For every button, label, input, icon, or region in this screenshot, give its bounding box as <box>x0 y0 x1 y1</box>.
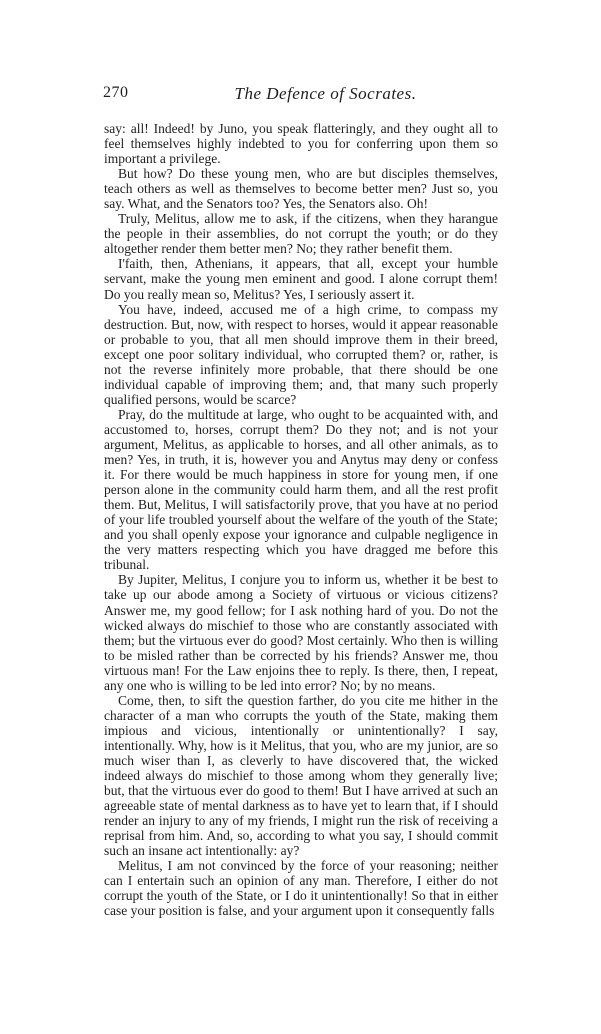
paragraph: Melitus, I am not convinced by the force of your reasoning; neither can I entertain such an opinion of any man. Therefore, I either do not corrupt the youth of the State, or I do it unintentionally! So that in either case your position is false, and your argument upon it consequently falls <box>104 858 498 919</box>
paragraph: But how? Do these young men, who are but disciples themselves, teach others as well as themselves to become better men? Just so, you say. What, and the Senators too? Yes, the Senators also. Oh! <box>104 166 498 212</box>
paragraph: By Jupiter, Melitus, I conjure you to inform us, whether it be best to take up our abode among a Society of virtuous or vicious citizens? Answer me, my good fellow; for I ask nothing hard of you. Do not the wicked always do mischief to those who are constantly associated with them; but the virtuous ever do good? Most certainly. Who then is willing to be misled rather than be corrected by his friends? Answer me, thou virtuous man! For the Law enjoins thee to reply. Is there, then, I repeat, any one who is willing to be led into error? No; by no means. <box>104 572 498 693</box>
running-title: The Defence of Socrates. <box>234 84 417 103</box>
paragraph: Come, then, to sift the question farther, do you cite me hither in the character of a man who corrupts the youth of the State, making them impious and vicious, intentionally or unintentionally? I say, intentionally. Why, how is it Melitus, that you, who are my junior, are so much wiser than I, as cleverly to have discovered that, the wicked indeed always do mischief to those among whom they generally live; but, that the virtuous ever do good to them! But I have arrived at such an agreeable state of mental darkness as to have yet to learn that, if I should render an injury to any of my friends, I might run the risk of receiving a reprisal from him. And, so, according to what you say, I should commit such an insane act intentionally: ay? <box>104 692 498 859</box>
running-head <box>103 84 503 106</box>
page-number: 270 <box>103 84 129 101</box>
paragraph: You have, indeed, accused me of a high crime, to compass my destruction. But, now, with respect to horses, would it appear reasonable or probable to you, that all men should improve them in their breed, except one poor solitary individual, who corrupted them? or, rather, is not the reverse infinitely more probable, that there should be one individual capable of improving them; and, that many such properly qualified persons, would be scarce? <box>104 301 498 407</box>
paragraph: I'faith, then, Athenians, it appears, that all, except your humble servant, make the young men eminent and good. I alone corrupt them! Do you really mean so, Melitus? Yes, I seriously assert it. <box>104 256 498 302</box>
paragraph: Truly, Melitus, allow me to ask, if the citizens, when they harangue the people in their assemblies, do not corrupt the youth; or do they altogether render them better men? No; they rather benefit them. <box>104 211 498 257</box>
paragraph: Pray, do the multitude at large, who ought to be acquainted with, and accustomed to, horses, corrupt them? Do they not; and is not your argument, Melitus, as applicable to horses, and all other animals, as to men? Yes, in truth, it is, however you and Anytus may deny or confess it. For there would be much happiness in store for young men, if one person alone in the community could harm them, and all the rest profit them. But, Melitus, I will satisfactorily prove, that you have at no period of your life troubled yourself about the welfare of the youth of the State; and you shall openly expose your ignorance and culpable negligence in the very matters respecting which you have dragged me before this tribunal. <box>104 406 498 573</box>
body-text <box>104 121 498 918</box>
paragraph: say: all! Indeed! by Juno, you speak flatteringly, and they ought all to feel themselves highly indebted to you for conferring upon them so important a privilege. <box>104 121 498 167</box>
